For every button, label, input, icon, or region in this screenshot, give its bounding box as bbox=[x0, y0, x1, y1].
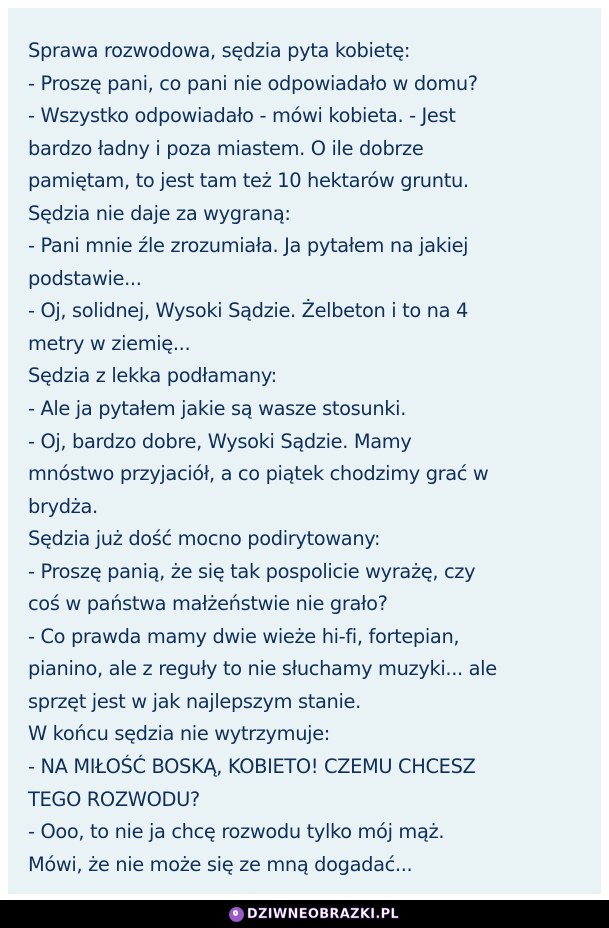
story-line: Sędzia z lekka podłamany: bbox=[28, 364, 277, 388]
story-line: - Oj, solidnej, Wysoki Sądzie. Żelbeton i to na 4 bbox=[28, 299, 468, 323]
story-line: metry w ziemię... bbox=[28, 331, 191, 355]
story-line: coś w państwa małżeństwie nie grało? bbox=[28, 592, 388, 616]
story-line: Mówi, że nie może się ze mną dogadać... bbox=[28, 852, 413, 876]
story-line: Sędzia nie daje za wygraną: bbox=[28, 201, 291, 225]
story-line: pamiętam, to jest tam też 10 hektarów gruntu. bbox=[28, 169, 469, 193]
story-line: - Wszystko odpowiadało - mówi kobieta. - Jest bbox=[28, 104, 456, 128]
story-text bbox=[28, 35, 588, 881]
brand-text: DZIWNEOBRAZKI.PL bbox=[246, 906, 399, 922]
story-line: - Co prawda mamy dwie wieże hi-fi, fortepian, bbox=[28, 624, 460, 648]
story-line: - Proszę panią, że się tak pospolicie wyrażę, czy bbox=[28, 559, 476, 583]
dziwneobrazki-logo-icon bbox=[229, 907, 244, 922]
story-line: bardzo ładny i poza miastem. O ile dobrze bbox=[28, 136, 424, 160]
story-line: pianino, ale z reguły to nie słuchamy muzyki... ale bbox=[28, 657, 497, 681]
story-line: W końcu sędzia nie wytrzymuje: bbox=[28, 722, 330, 746]
story-line: Sprawa rozwodowa, sędzia pyta kobietę: bbox=[28, 39, 411, 62]
story-line: - Ooo, to nie ja chcę rozwodu tylko mój mąż. bbox=[28, 820, 445, 844]
story-line: - Ale ja pytałem jakie są wasze stosunki. bbox=[28, 397, 407, 421]
story-line: Sędzia już dość mocno podirytowany: bbox=[28, 527, 381, 551]
story-line: - Proszę pani, co pani nie odpowiadało w domu? bbox=[28, 71, 478, 95]
footer-bar bbox=[0, 900, 609, 928]
story-line: mnóstwo przyjaciół, a co piątek chodzimy grać w bbox=[28, 462, 489, 486]
story-line: brydża. bbox=[28, 494, 98, 518]
story-line: - NA MIŁOŚĆ BOSKĄ, KOBIETO! CZEMU CHCESZ bbox=[28, 755, 476, 779]
story-line: podstawie... bbox=[28, 266, 142, 290]
brand-link[interactable] bbox=[229, 905, 399, 923]
story-line: - Oj, bardzo dobre, Wysoki Sądzie. Mamy bbox=[28, 429, 412, 453]
story-card bbox=[8, 8, 601, 894]
story-line: - Pani mnie źle zrozumiała. Ja pytałem na jakiej bbox=[28, 234, 469, 258]
story-line: sprzęt jest w jak najlepszym stanie. bbox=[28, 689, 361, 713]
story-line: TEGO ROZWODU? bbox=[28, 787, 200, 811]
